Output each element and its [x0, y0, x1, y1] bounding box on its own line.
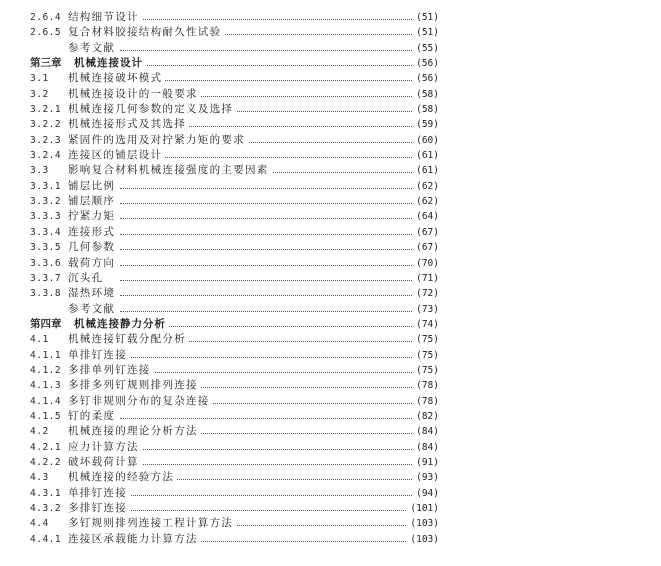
- section-title: 湿热环境: [68, 286, 118, 301]
- leader-dots: [120, 194, 436, 204]
- leader-dots: [120, 41, 436, 51]
- section-number: 3.3.1: [30, 180, 62, 192]
- section-number: 4.3.2: [30, 503, 62, 514]
- toc-entry: [0, 424, 661, 439]
- page-number: (62): [412, 179, 439, 194]
- section-number: 4.1.5: [30, 410, 62, 422]
- section-title: 铺层顺序: [68, 194, 118, 209]
- section-number: 4.1.2: [30, 364, 62, 376]
- section-title: 单排钉连接: [68, 348, 130, 363]
- section-number: 3.3.8: [30, 288, 62, 300]
- leader-dots: [120, 501, 436, 511]
- section-number: 2.6.5: [30, 27, 62, 39]
- section-title: 几何参数: [68, 240, 118, 255]
- leader-dots: [120, 179, 436, 189]
- section-title: 机械连接设计: [74, 56, 146, 71]
- toc-entry: [0, 516, 661, 531]
- toc-chapter-entry: [0, 56, 661, 71]
- page-number: (75): [412, 332, 439, 347]
- page-number: (103): [406, 532, 439, 547]
- section-number: 3.3.2: [30, 196, 62, 208]
- toc-entry: [0, 271, 661, 286]
- section-number: 4.4: [30, 518, 49, 530]
- section-title: 紧固件的选用及对拧紧力矩的要求: [68, 133, 248, 148]
- page-number: (67): [412, 240, 439, 255]
- section-title: 单排钉连接: [68, 486, 130, 501]
- section-title: 钉的柔度: [68, 409, 118, 424]
- toc-entry: [0, 302, 661, 317]
- table-of-contents: [0, 10, 661, 547]
- page-number: (91): [412, 455, 439, 470]
- toc-entry: [0, 286, 661, 301]
- section-title: 多钉规则排列连接工程计算方法: [68, 516, 236, 531]
- section-number: 3.3.7: [30, 272, 62, 284]
- page-number: (84): [412, 440, 439, 455]
- section-title: 影响复合材料机械连接强度的主要因素: [68, 163, 272, 178]
- page-number: (82): [412, 409, 439, 424]
- section-title: 铺层比例: [68, 179, 118, 194]
- page-number: (73): [412, 302, 439, 317]
- section-number: 3.3.5: [30, 242, 62, 254]
- section-title: 复合材料胶接结构耐久性试验: [68, 25, 224, 40]
- toc-entry: [0, 87, 661, 102]
- page-number: (64): [412, 209, 439, 224]
- section-number: 4.2: [30, 426, 49, 438]
- leader-dots: [120, 286, 436, 296]
- page-number: (93): [412, 470, 439, 485]
- toc-entry: [0, 455, 661, 470]
- leader-dots: [120, 409, 436, 419]
- toc-entry: [0, 363, 661, 378]
- toc-entry: [0, 102, 661, 117]
- section-title: 多排多列钉规则排列连接: [68, 378, 201, 393]
- toc-entry: [0, 409, 661, 424]
- section-title: 机械连接形式及其选择: [68, 117, 189, 132]
- page-number: (94): [412, 486, 439, 501]
- section-number: 4.4.1: [30, 533, 62, 545]
- toc-entry: [0, 348, 661, 363]
- section-title: 连接区的铺层设计: [68, 148, 165, 163]
- toc-entry: [0, 240, 661, 255]
- toc-entry: [0, 117, 661, 132]
- page-number: (71): [412, 271, 439, 286]
- page-number: (62): [412, 194, 439, 209]
- toc-entry: [0, 332, 661, 347]
- section-number: 3.3.3: [30, 211, 62, 223]
- page-number: (103): [406, 516, 439, 531]
- toc-entry: [0, 486, 661, 501]
- page-number: (51): [412, 10, 439, 25]
- leader-dots: [120, 302, 436, 312]
- leader-dots: [120, 271, 436, 281]
- page-number: (70): [412, 256, 439, 271]
- section-number: 第三章: [30, 57, 62, 70]
- page-number: (101): [406, 501, 439, 516]
- leader-dots: [120, 209, 436, 219]
- section-number: 4.2.2: [30, 456, 62, 468]
- section-title: 应力计算方法: [68, 440, 142, 455]
- page-number: (78): [412, 394, 439, 409]
- section-number: 4.1.3: [30, 380, 62, 392]
- section-title: 机械连接几何参数的定义及选择: [68, 102, 236, 117]
- section-number: 3.3.4: [30, 226, 62, 238]
- section-number: 4.1.4: [30, 395, 62, 407]
- section-number: 3.3.6: [30, 257, 62, 269]
- section-number: 4.1: [30, 334, 49, 346]
- section-number: 4.2.1: [30, 441, 62, 453]
- toc-entry: [0, 394, 661, 409]
- page-number: (61): [412, 148, 439, 163]
- toc-entry: [0, 163, 661, 178]
- toc-entry: [0, 256, 661, 271]
- leader-dots: [120, 225, 436, 235]
- toc-entry: [0, 179, 661, 194]
- page-number: (78): [412, 378, 439, 393]
- page-number: (61): [412, 163, 439, 178]
- page-number: (75): [412, 363, 439, 378]
- leader-dots: [120, 10, 436, 20]
- section-number: 4.3.1: [30, 487, 62, 499]
- page-number: (56): [412, 71, 439, 86]
- section-number: 3.2.4: [30, 150, 62, 162]
- section-title: 机械连接的经验方法: [68, 470, 177, 485]
- section-title: 机械连接破坏模式: [68, 71, 165, 86]
- leader-dots: [120, 71, 436, 81]
- leader-dots: [120, 486, 436, 496]
- toc-entry: [0, 470, 661, 485]
- toc-entry: [0, 41, 661, 56]
- leader-dots: [120, 348, 436, 358]
- page-number: (58): [412, 102, 439, 117]
- page-number: (51): [412, 25, 439, 40]
- leader-dots: [120, 56, 436, 66]
- page-number: (72): [412, 286, 439, 301]
- section-title: 机械连接静力分析: [74, 317, 169, 332]
- toc-entry: [0, 501, 661, 516]
- section-title: 破坏载荷计算: [68, 455, 142, 470]
- section-title: 机械连接设计的一般要求: [68, 87, 201, 102]
- section-number: 3.3: [30, 165, 49, 177]
- section-title: 连接形式: [68, 225, 118, 240]
- toc-entry: [0, 209, 661, 224]
- toc-entry: [0, 225, 661, 240]
- toc-entry: [0, 71, 661, 86]
- section-title: 连接区承载能力计算方法: [68, 532, 201, 547]
- section-number: 3.2.1: [30, 104, 62, 116]
- toc-entry: [0, 532, 661, 547]
- page-number: (74): [412, 317, 439, 332]
- section-title: 参考文献: [68, 41, 118, 56]
- toc-entry: [0, 148, 661, 163]
- leader-dots: [120, 363, 436, 373]
- toc-entry: [0, 378, 661, 393]
- page-number: (58): [412, 87, 439, 102]
- section-title: 沉头孔: [68, 271, 106, 286]
- toc-chapter-entry: [0, 317, 661, 332]
- section-title: 载荷方向: [68, 256, 118, 271]
- section-number: 第四章: [30, 317, 62, 330]
- section-title: 多排钉连接: [68, 501, 130, 516]
- page-number: (60): [412, 133, 439, 148]
- section-number: 4.1.1: [30, 349, 62, 361]
- section-number: 3.2.3: [30, 134, 62, 146]
- section-title: 多钉非规则分布的复杂连接: [68, 394, 213, 409]
- toc-entry: [0, 440, 661, 455]
- leader-dots: [120, 256, 436, 266]
- section-number: 2.6.4: [30, 12, 62, 23]
- section-title: 参考文献: [68, 302, 118, 317]
- section-number: 3.1: [30, 73, 49, 85]
- leader-dots: [120, 148, 436, 158]
- leader-dots: [120, 440, 436, 450]
- leader-dots: [120, 455, 436, 465]
- section-title: 机械连接的理论分析方法: [68, 424, 201, 439]
- page-number: (84): [412, 424, 439, 439]
- page-number: (56): [412, 56, 439, 71]
- page-number: (67): [412, 225, 439, 240]
- section-title: 结构细节设计: [68, 10, 142, 25]
- section-number: 3.2: [30, 88, 49, 100]
- toc-entry: [0, 10, 661, 25]
- section-number: 3.2.2: [30, 119, 62, 131]
- section-title: 多排单列钉连接: [68, 363, 154, 378]
- toc-entry: [0, 194, 661, 209]
- toc-entry: [0, 25, 661, 40]
- leader-dots: [120, 240, 436, 250]
- toc-entry: [0, 133, 661, 148]
- page-number: (55): [412, 41, 439, 56]
- section-title: 拧紧力矩: [68, 209, 118, 224]
- page-number: (75): [412, 348, 439, 363]
- page-number: (59): [412, 117, 439, 132]
- section-number: 4.3: [30, 472, 49, 484]
- section-title: 机械连接钉载分配分析: [68, 332, 189, 347]
